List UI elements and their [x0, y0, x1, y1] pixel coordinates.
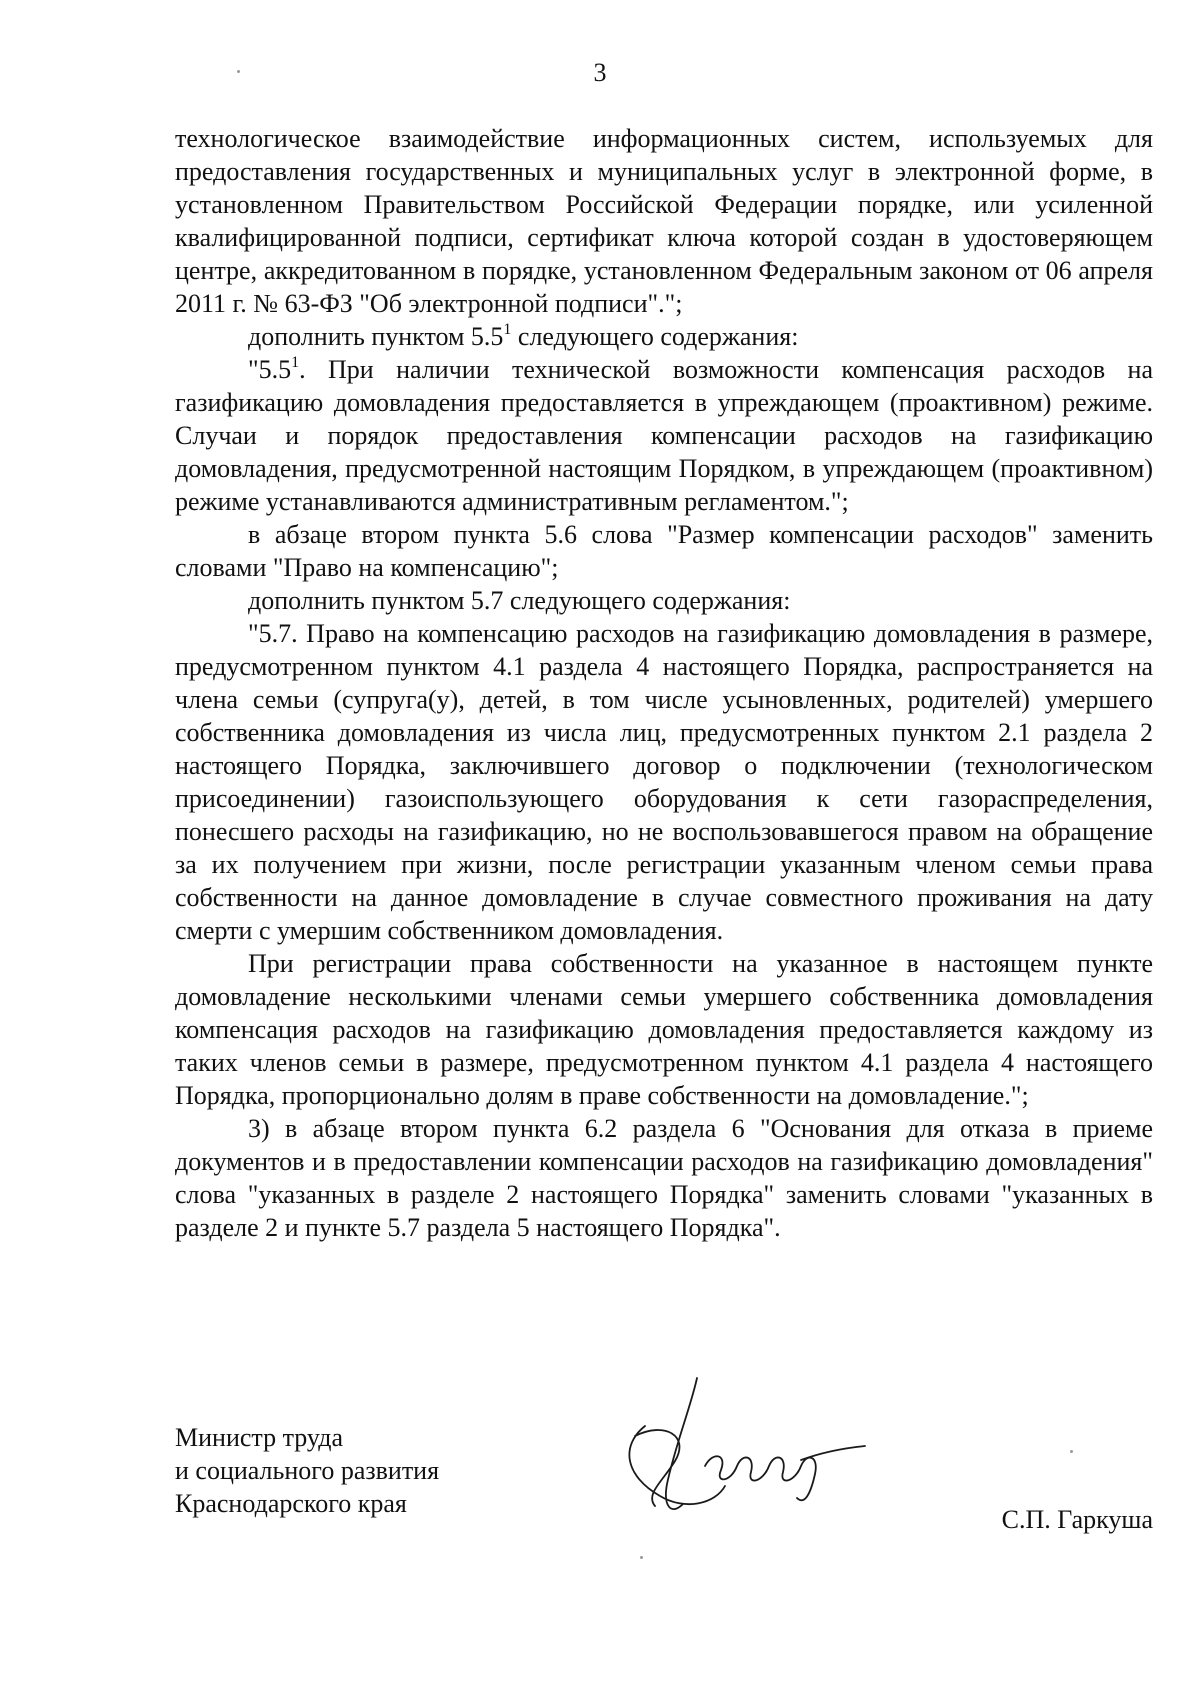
- paragraph-text: дополнить пунктом 5.7 следующего содержания:: [248, 586, 791, 615]
- signature-block: [175, 1421, 1153, 1571]
- handwritten-signature: [605, 1366, 875, 1546]
- signer-name: С.П. Гаркуша: [1001, 1505, 1153, 1534]
- superscript: 1: [503, 320, 512, 338]
- paragraph-text: технологическое взаимодействие информационных систем, используемых для предоставления государственных и муниципальных услуг в электронной форме, в установленном Правительством Российской Федерации порядке, или усиленной квалифицированной подписи, сертификат ключа которой создан в удостоверяющем центре, аккредитованном в порядке, установленном Федеральным законом от 06 апреля 2011 г. № 63-ФЗ "Об электронной подписи".";: [175, 124, 1153, 318]
- paragraph-text: в абзаце втором пункта 5.6 слова "Размер компенсации расходов" заменить словами "Право на компенсацию";: [175, 520, 1153, 582]
- paragraph-text: "5.5: [248, 355, 292, 384]
- scan-speck: [1070, 1450, 1073, 1453]
- paragraph-point-6-2-amendment: [175, 1112, 1153, 1244]
- paragraph-point-5-7: [175, 617, 1153, 947]
- scan-speck: [237, 70, 240, 73]
- page-number: 3: [593, 58, 607, 87]
- superscript: 1: [291, 353, 300, 371]
- signer-position-line: Краснодарского края: [175, 1489, 407, 1518]
- document-body: [175, 122, 1153, 1244]
- paragraph-add-point-5-7: [175, 584, 1153, 617]
- paragraph-text: . При наличии технической возможности компенсация расходов на газификацию домовладения предоставляется в упреждающем (проактивном) режиме. Случаи и порядок предоставления компенсации расходов на газификацию домовладения, предусмотренной настоящим Порядком, в упреждающем (проактивном) режиме устанавливаются административным регламентом.";: [175, 355, 1153, 516]
- paragraph-text: дополнить пунктом 5.5: [248, 322, 504, 351]
- paragraph-point-5-5-1: [175, 353, 1153, 518]
- scan-speck: [640, 1556, 643, 1559]
- signer-position-line: и социального развития: [175, 1456, 440, 1485]
- paragraph-add-point-5-5-1: [175, 320, 1153, 353]
- paragraph-text: При регистрации права собственности на указанное в настоящем пункте домовладение несколькими членами семьи умершего собственника домовладения компенсация расходов на газификацию домовладения предоставляется каждому из таких членов семьи в размере, предусмотренном пунктом 4.1 раздела 4 настоящего Порядка, пропорционально долям в праве собственности на домовладение.";: [175, 949, 1153, 1110]
- paragraph-text: 3) в абзаце втором пункта 6.2 раздела 6 "Основания для отказа в приеме документов и в предоставлении компенсации расходов на газификацию домовладения" слова "указанных в разделе 2 настоящего Порядка" заменить словами "указанных в разделе 2 и пункте 5.7 раздела 5 настоящего Порядка".: [175, 1114, 1153, 1242]
- signer-position-line: Министр труда: [175, 1423, 344, 1452]
- paragraph-continuation: [175, 122, 1153, 320]
- paragraph-text: "5.7. Право на компенсацию расходов на газификацию домовладения в размере, предусмотренном пунктом 4.1 раздела 4 настоящего Порядка, распространяется на члена семьи (супруга(у), детей, в том числе усыновленных, родителей) умершего собственника домовладения из числа лиц, предусмотренных пунктом 2.1 раздела 2 настоящего Порядка, заключившего договор о подключении (технологическом присоединении) газоиспользующего оборудования к сети газораспределения, понесшего расходы на газификацию, но не воспользовавшегося правом на обращение за их получением при жизни, после регистрации указанным членом семьи права собственности на данное домовладение в случае совместного проживания на дату смерти с умершим собственником домовладения.: [175, 619, 1153, 945]
- signer-position: [175, 1421, 439, 1520]
- paragraph-point-5-6-amendment: [175, 518, 1153, 584]
- paragraph-text: следующего содержания:: [511, 322, 799, 351]
- paragraph-point-5-7-second: [175, 947, 1153, 1112]
